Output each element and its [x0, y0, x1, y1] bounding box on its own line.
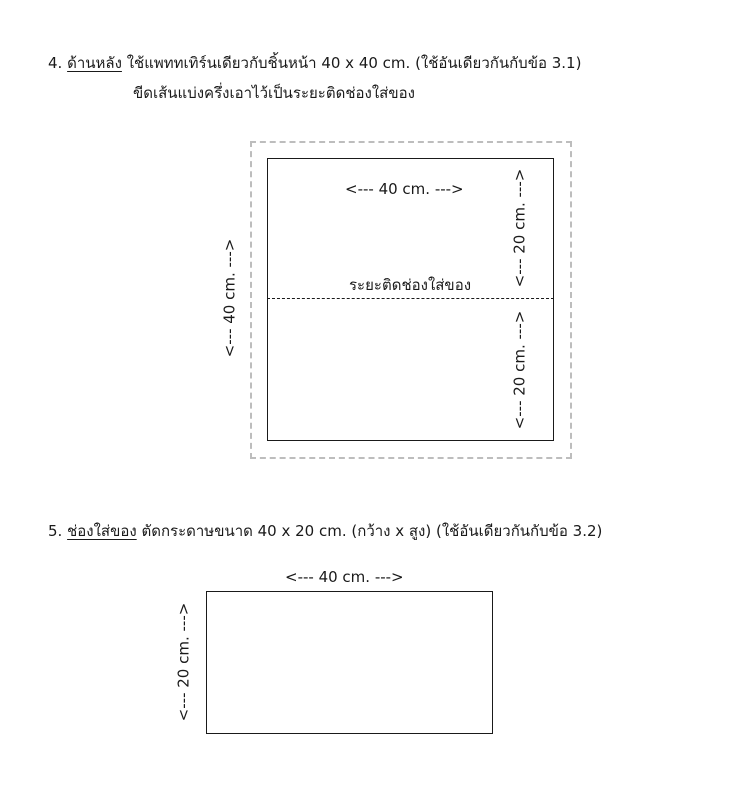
section5-heading: ช่องใส่ของ	[67, 522, 137, 540]
section4-heading: ด้านหลัง	[67, 54, 122, 72]
pocket-rectangle	[206, 591, 493, 734]
pocket-height-label: <--- 20 cm. --->	[174, 602, 193, 722]
upper-half-height-label: <--- 20 cm. --->	[510, 168, 529, 288]
lower-half-height-label: <--- 20 cm. --->	[510, 310, 529, 430]
section4-line2: ขีดเส้นแบ่งครึ่งเอาไว้เป็นระยะติดช่องใส่ของ	[133, 84, 415, 102]
back-panel-height-label: <--- 40 cm. --->	[220, 238, 239, 358]
pocket-attach-label: ระยะติดช่องใส่ของ	[349, 276, 472, 294]
pocket-width-label: <--- 40 cm. --->	[285, 568, 404, 586]
pocket-fold-line	[267, 298, 554, 299]
section4-line1: ใช้แพททเทิร์นเดียวกับชิ้นหน้า 40 x 40 cm. (ใช้อันเดียวกันกับข้อ 3.1)	[126, 54, 582, 72]
section4-number: 4.	[48, 54, 63, 72]
section4-heading-line	[48, 56, 581, 71]
section5-number: 5.	[48, 522, 63, 540]
section5-line1: ตัดกระดาษขนาด 40 x 20 cm. (กว้าง x สูง) (ใช้อันเดียวกันกับข้อ 3.2)	[141, 522, 603, 540]
back-panel-width-label: <--- 40 cm. --->	[345, 180, 464, 198]
section5-heading-line	[48, 524, 602, 539]
